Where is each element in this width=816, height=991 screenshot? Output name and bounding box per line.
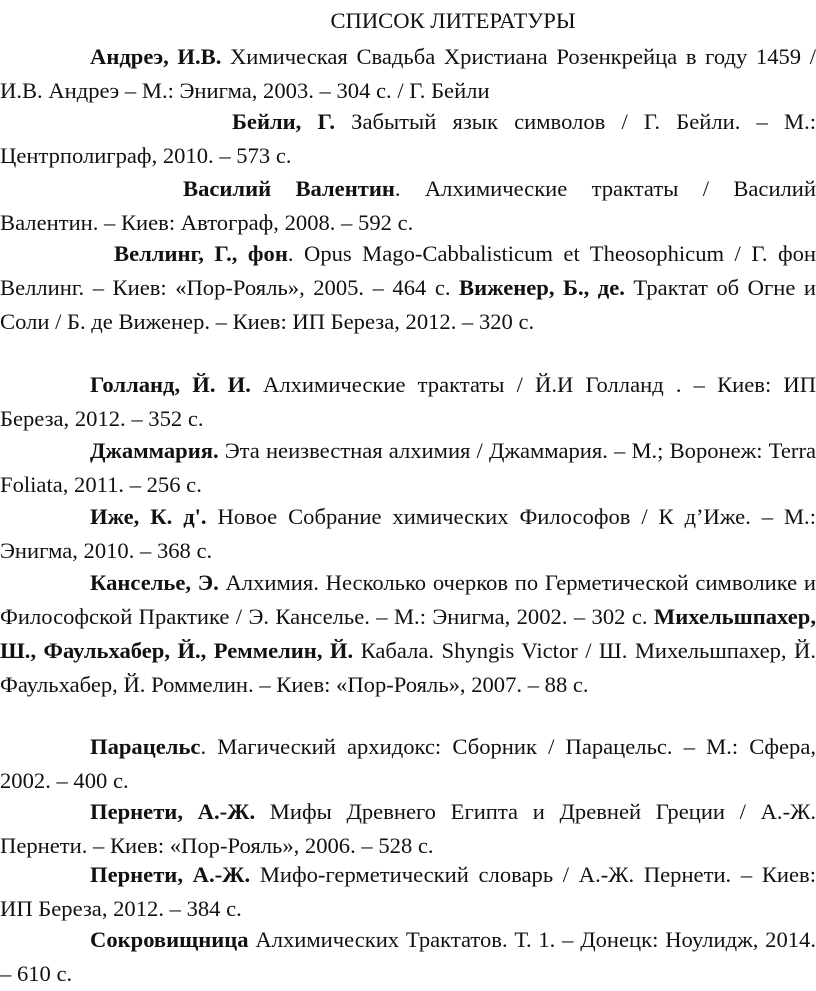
bibliography-entry	[0, 566, 816, 702]
entry-author-second: Виженер, Б., де.	[459, 275, 625, 300]
entry-author: Парацельс	[90, 734, 201, 759]
bibliography-entry	[0, 500, 816, 568]
entry-text: . Алхимические трактаты / Василий Валентин. – Киев: Автограф, 2008. – 592 с.	[0, 176, 816, 235]
entry-text: Забытый язык символов / Г. Бейли. – М.: Центрполиграф, 2010. – 573 с.	[0, 109, 816, 168]
entry-text: Новое Собрание химических Философов / К д’Иже. – М.: Энигма, 2010. – 368 с.	[0, 504, 816, 563]
entry-text: Химическая Свадьба Христиана Розенкрейца в году 1459 / И.В. Андреэ – М.: Энигма, 2003. – 304 с. / Г. Бейли	[0, 44, 816, 103]
entry-author: Джаммария.	[90, 438, 219, 463]
entry-text: . Opus Mago-Cabbalisticum et Theosophicum / Г. фон Веллинг. – Киев: «Пор-Рояль», 2005. – 464 с.	[0, 241, 816, 300]
bibliography-entry	[0, 434, 816, 502]
entry-text: Алхимические трактаты / Й.И Голланд . – Киев: ИП Береза, 2012. – 352 с.	[0, 372, 816, 431]
bibliography-entry	[0, 795, 816, 863]
entry-author: Иже, К. д'.	[90, 504, 207, 529]
entry-text-second: Трактат об Огне и Соли / Б. де Виженер. – Киев: ИП Береза, 2012. – 320 с.	[0, 275, 816, 334]
bibliography-entry	[0, 858, 816, 926]
entry-text-second: Кабала. Shyngis Victor / Ш. Михельшпахер, Й. Фаульхабер, Й. Роммелин. – Киев: «Пор-Рояль», 2007. – 88 с.	[0, 638, 816, 697]
entry-text: Эта неизвестная алхимия / Джаммария. – М.; Воронеж: Terra Foliata, 2011. – 256 с.	[0, 438, 816, 497]
bibliography-entry	[0, 40, 816, 108]
entry-author: Андреэ, И.В.	[90, 44, 222, 69]
page-title: СПИСОК ЛИТЕРАТУРЫ	[330, 8, 576, 33]
entry-author: Канселье, Э.	[90, 570, 219, 595]
entry-author: Пернети, А.-Ж.	[90, 799, 256, 824]
entry-text: . Магический архидокс: Сборник / Парацельс. – М.: Сфера, 2002. – 400 с.	[0, 734, 816, 793]
entry-author: Сокровищница	[90, 927, 249, 952]
entry-author: Пернети, А.-Ж.	[90, 862, 251, 887]
entry-author: Голланд, Й. И.	[90, 372, 251, 397]
entry-text: Алхимия. Несколько очерков по Герметической символике и Философской Практике / Э. Канселье. – М.: Энигма, 2002. – 302 с.	[0, 570, 816, 629]
entry-author: Бейли, Г.	[232, 109, 335, 134]
entry-text: Алхимических Трактатов. Т. 1. – Донецк: Ноулидж, 2014. – 610 с.	[0, 927, 816, 986]
bibliography-entry	[0, 730, 816, 798]
entry-author-second: Михельшпахер, Ш., Фаульхабер, Й., Реммелин, Й.	[0, 604, 816, 663]
entry-author: Веллинг, Г., фон	[114, 241, 288, 266]
bibliography-entry	[0, 172, 816, 240]
entry-text: Мифо-герметический словарь / А.-Ж. Пернети. – Киев: ИП Береза, 2012. – 384 с.	[0, 862, 816, 921]
entry-text: Мифы Древнего Египта и Древней Греции / А.-Ж. Пернети. – Киев: «Пор-Рояль», 2006. – 528 с.	[0, 799, 816, 858]
bibliography-entry	[0, 923, 816, 991]
bibliography-entry	[0, 368, 816, 436]
bibliography-entry	[0, 105, 816, 173]
entry-author: Василий Валентин	[183, 176, 395, 201]
bibliography-entry	[0, 237, 816, 339]
